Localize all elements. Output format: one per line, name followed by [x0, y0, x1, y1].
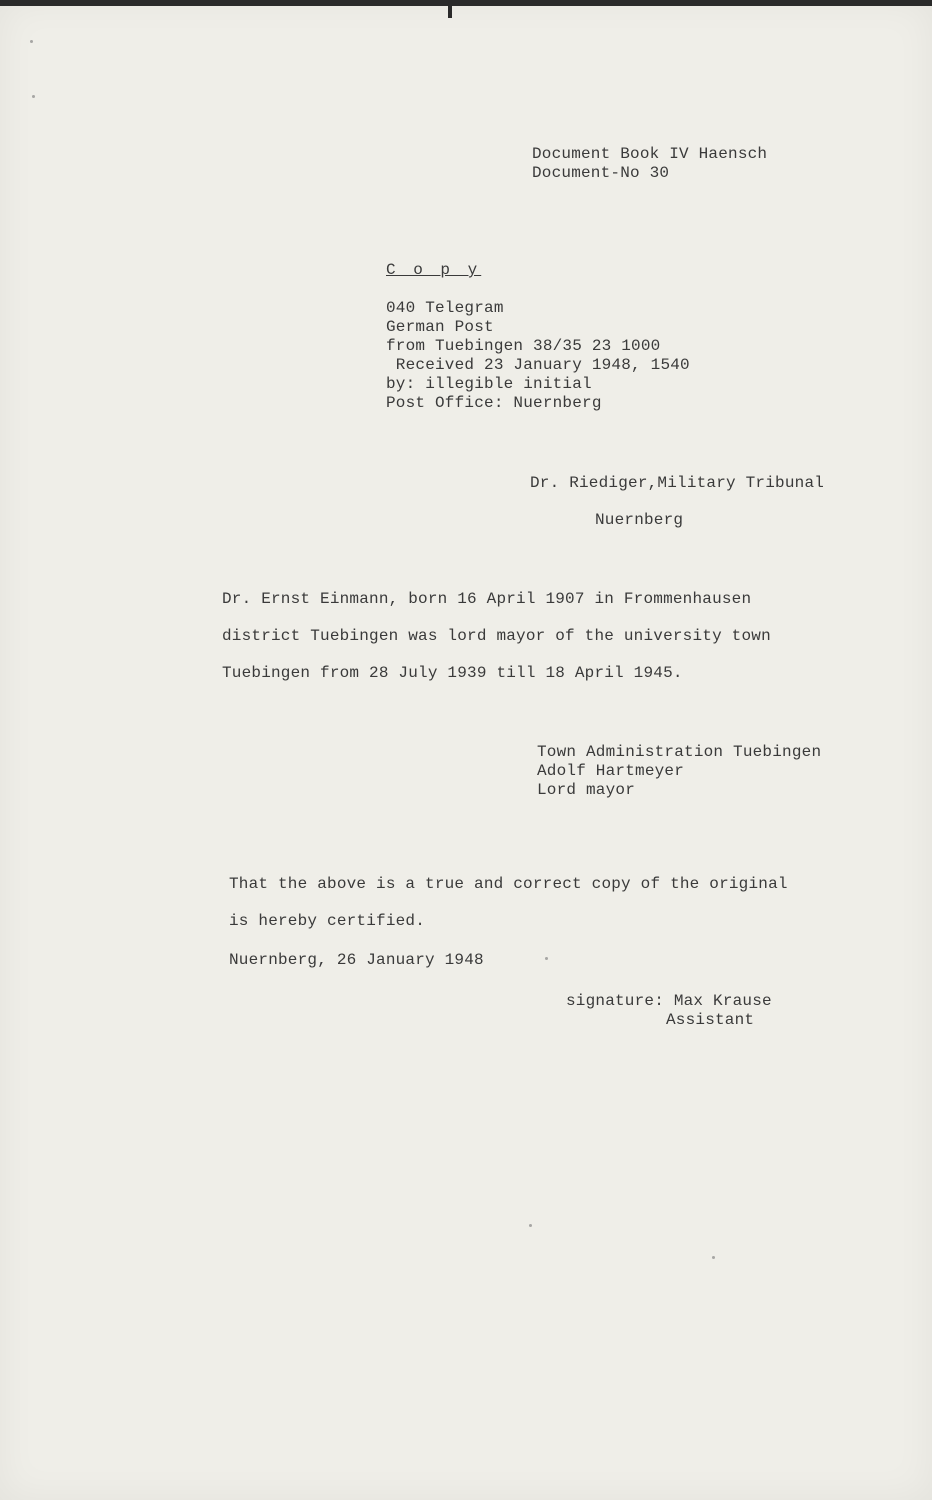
telegram-line-5: by: illegible initial — [386, 375, 592, 393]
body-line-3: Tuebingen from 28 July 1939 till 18 April 1945. — [222, 664, 683, 682]
certification-line-1: That the above is a true and correct copy of the original — [229, 875, 788, 893]
scan-top-mark — [448, 0, 452, 18]
sender-line-1: Town Administration Tuebingen — [537, 743, 822, 761]
telegram-line-4: Received 23 January 1948, 1540 — [386, 356, 690, 374]
sender-line-3: Lord mayor — [537, 781, 636, 799]
signature-title: Assistant — [666, 1011, 755, 1029]
scan-speck — [30, 40, 33, 43]
scan-speck — [529, 1224, 532, 1227]
scan-speck — [545, 957, 548, 960]
certification-date: Nuernberg, 26 January 1948 — [229, 951, 484, 969]
telegram-line-3: from Tuebingen 38/35 23 1000 — [386, 337, 661, 355]
document-number: Document-No 30 — [532, 164, 670, 182]
addressee-name: Dr. Riediger,Military Tribunal — [530, 474, 825, 492]
telegram-line-6: Post Office: Nuernberg — [386, 394, 602, 412]
certification-line-2: is hereby certified. — [229, 912, 426, 930]
body-line-2: district Tuebingen was lord mayor of the university town — [222, 627, 771, 645]
addressee-city: Nuernberg — [595, 511, 684, 529]
scan-speck — [712, 1256, 715, 1259]
scan-top-edge — [0, 0, 932, 6]
copy-label: C o p y — [386, 261, 482, 279]
sender-line-2: Adolf Hartmeyer — [537, 762, 685, 780]
telegram-line-2: German Post — [386, 318, 494, 336]
telegram-line-1: 040 Telegram — [386, 299, 504, 317]
scan-speck — [32, 95, 35, 98]
body-line-1: Dr. Ernst Einmann, born 16 April 1907 in Frommenhausen — [222, 590, 752, 608]
signature-line: signature: Max Krause — [566, 992, 772, 1010]
document-book-reference: Document Book IV Haensch — [532, 145, 768, 163]
